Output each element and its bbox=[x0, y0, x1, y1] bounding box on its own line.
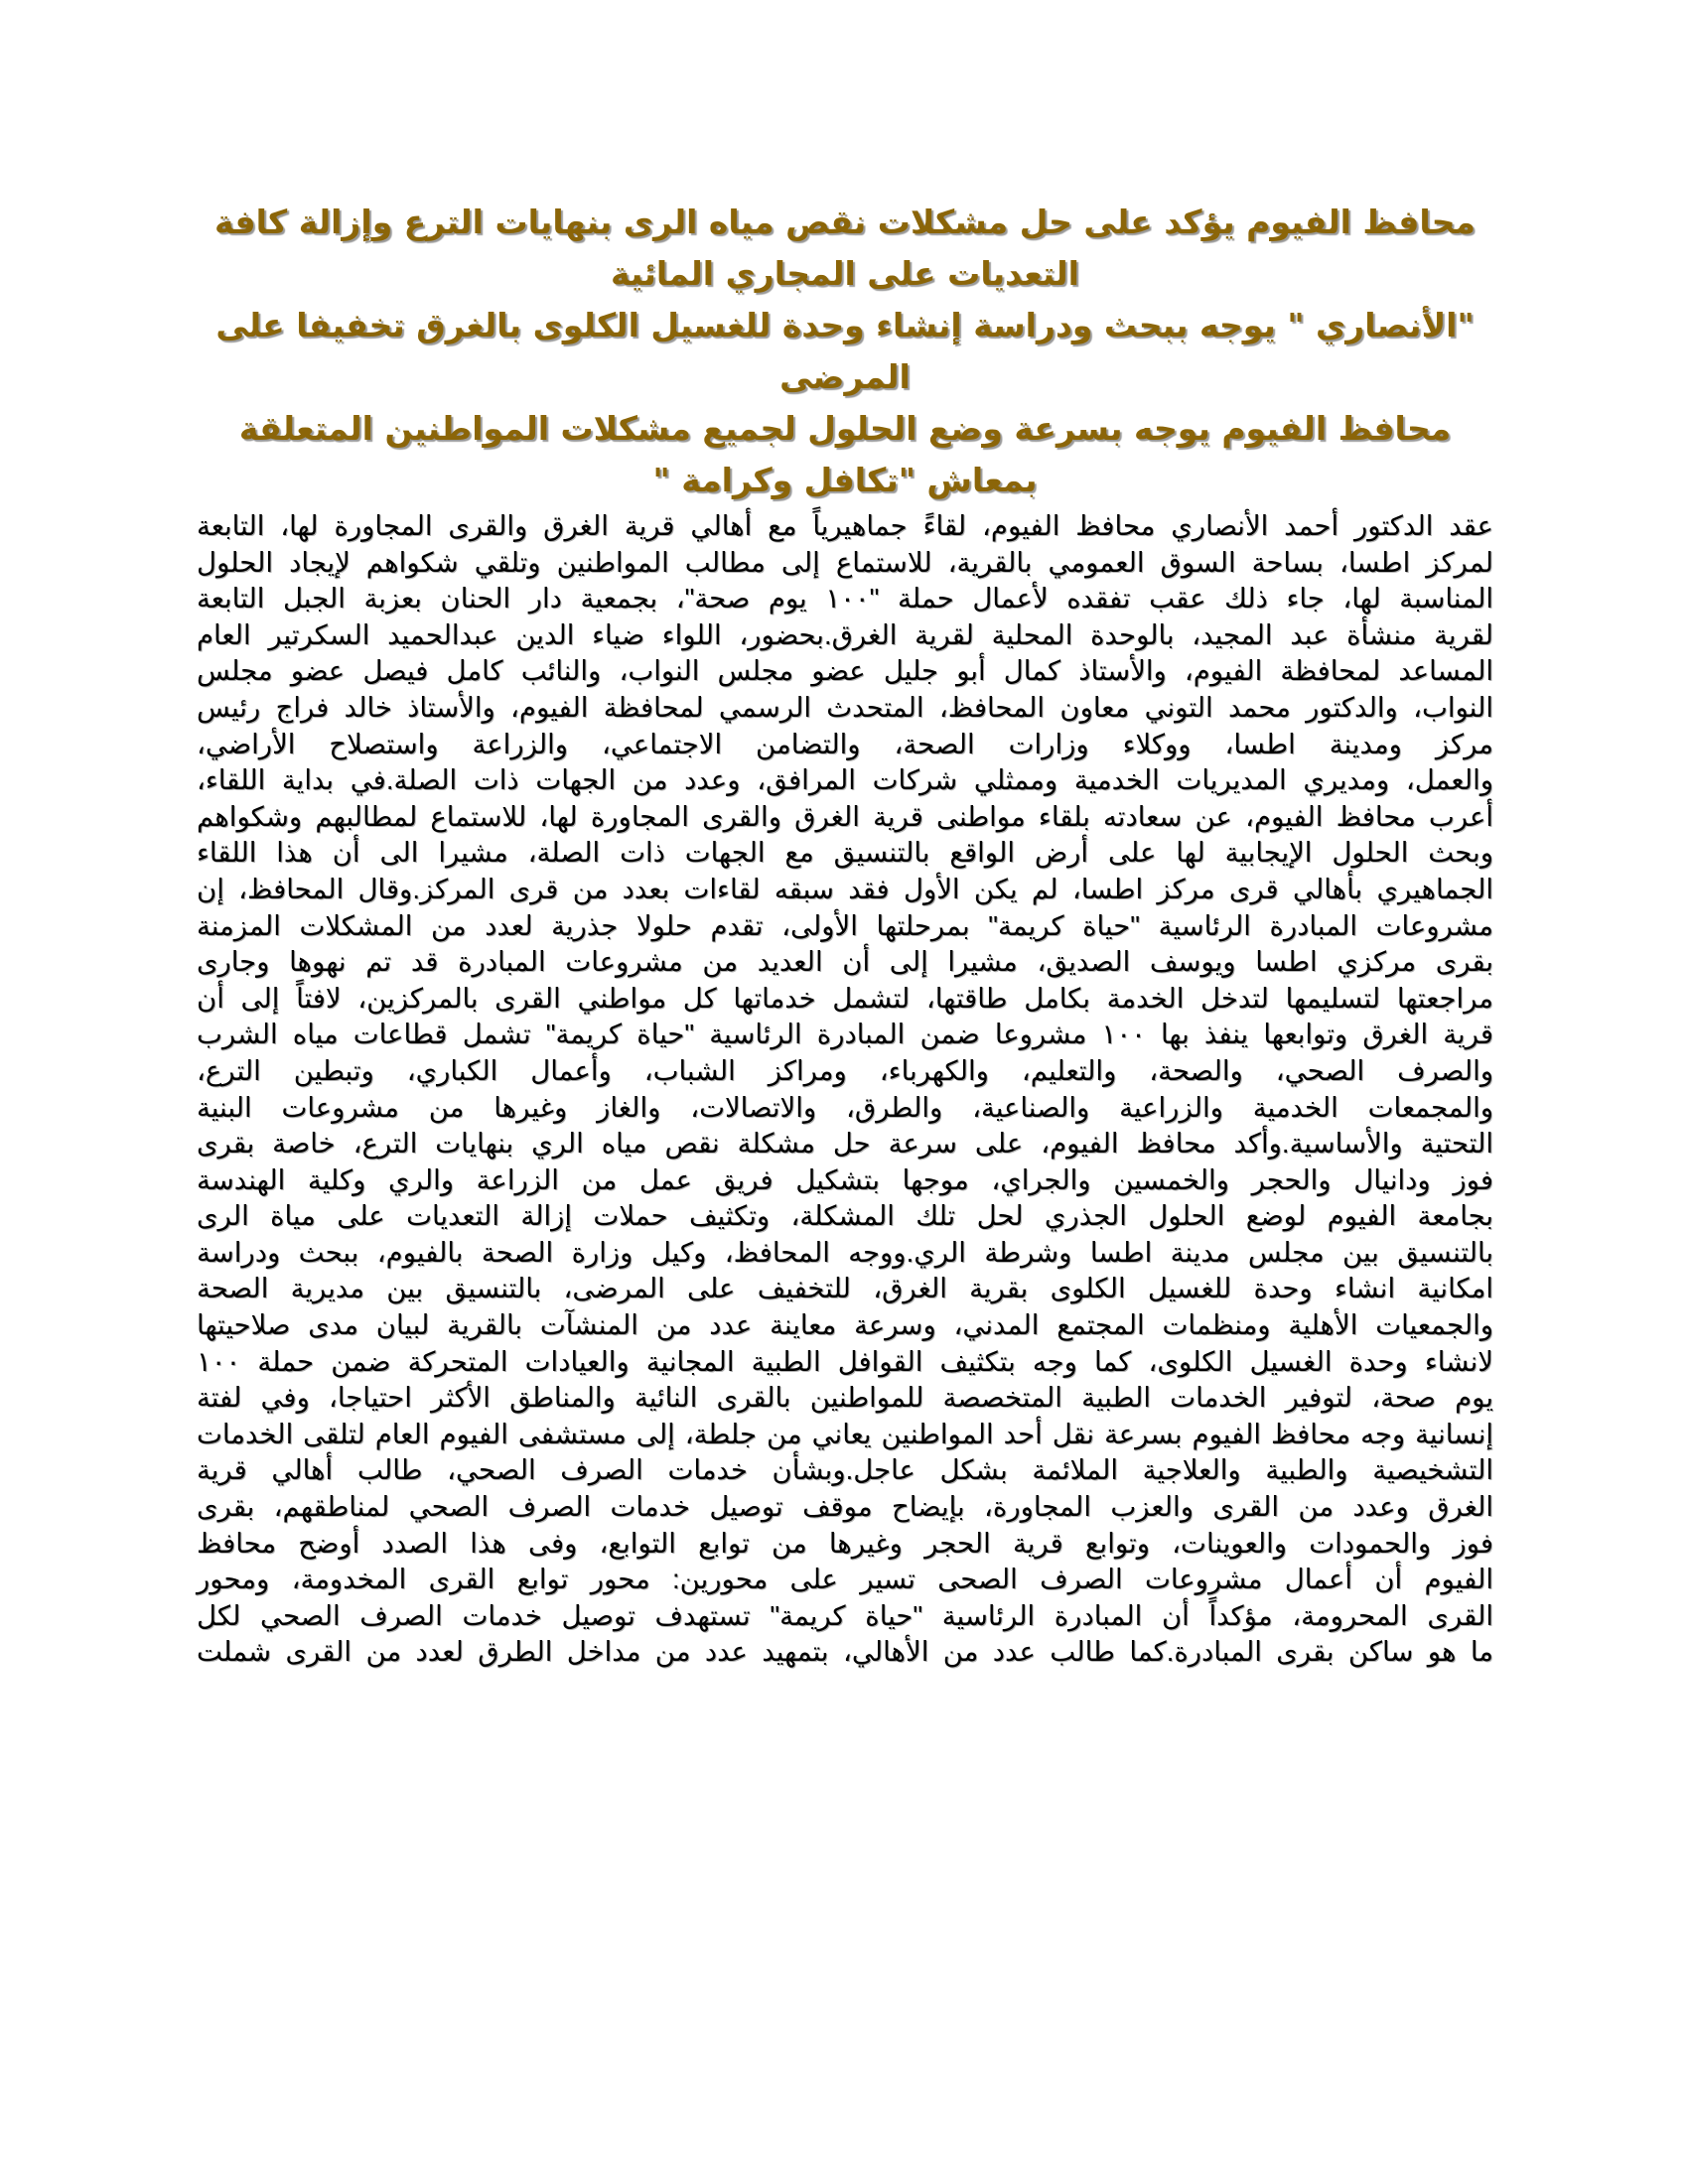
body-line: الجماهيري بأهالي قرى مركز اطسا، لم يكن الأول فقد سبقه لقاءات بعدد من قرى المركز.وقال المحافظ، إن bbox=[197, 873, 1493, 904]
document-page bbox=[197, 197, 1493, 1671]
headline-2: "الأنصاري " يوجه ببحث ودراسة إنشاء وحدة للغسيل الكلوى بالغرق تخفيفا على المرضى bbox=[215, 306, 1475, 396]
body-line: الغرق وعدد من القرى والعزب المجاورة، بإيضاح موقف توصيل خدمات الصرف الصحي لمناطقهم، بقرى bbox=[197, 1491, 1493, 1523]
body-line: النواب، والدكتور محمد التوني معاون المحافظ، المتحدث الرسمي لمحافظة الفيوم، والأستاذ خالد فراج رئيس bbox=[197, 691, 1493, 723]
body-line: عقد الدكتور أحمد الأنصاري محافظ الفيوم، لقاءً جماهيرياً مع أهالي قرية الغرق والقرى المجاورة لها، التابعة bbox=[197, 510, 1493, 541]
body-line: والمجمعات الخدمية والزراعية والصناعية، والطرق، والاتصالات، والغاز وغيرها من مشروعات البنية bbox=[197, 1091, 1493, 1123]
body-line: لانشاء وحدة الغسيل الكلوى، كما وجه بتكثيف القوافل الطبية المجانية والعيادات المتحركة ضمن حملة ١٠٠ bbox=[197, 1345, 1493, 1377]
body-line: بالتنسيق بين مجلس مدينة اطسا وشرطة الري.ووجه المحافظ، وكيل وزارة الصحة بالفيوم، ببحث ودراسة bbox=[197, 1236, 1493, 1268]
body-line: فوز والحمودات والعوينات، وتوابع قرية الحجر وغيرها من توابع التوابع، وفى هذا الصدد أوضح محافظ bbox=[197, 1527, 1493, 1559]
body-line: إنسانية وجه محافظ الفيوم بسرعة نقل أحد المواطنين يعاني من جلطة، إلى مستشفى الفيوم العام لتلقى الخدمات bbox=[197, 1418, 1493, 1449]
body-line: القرى المحرومة، مؤكداً أن المبادرة الرئاسية "حياة كريمة" تستهدف توصيل خدمات الصرف الصحي لكل bbox=[197, 1599, 1493, 1631]
body-line: والعمل، ومديري المديريات الخدمية وممثلي شركات المرافق، وعدد من الجهات ذات الصلة.في بداية اللقاء، bbox=[197, 764, 1493, 796]
body-line: فوز ودانيال والحجر والخمسين والجراي، موجها بتشكيل فريق عمل من الزراعة والري وكلية الهندسة bbox=[197, 1163, 1493, 1195]
headline-3: محافظ الفيوم يوجه بسرعة وضع الحلول لجميع مشكلات المواطنين المتعلقة بمعاش "تكافل وكرامة " bbox=[238, 409, 1452, 499]
body-line: مركز ومدينة اطسا، ووكلاء وزارات الصحة، والتضامن الاجتماعي، والزراعة واستصلاح الأراضي، bbox=[197, 728, 1493, 759]
body-line: والصرف الصحي، والصحة، والتعليم، والكهرباء، ومراكز الشباب، وأعمال الكباري، وتبطين الترع، bbox=[197, 1054, 1493, 1086]
body-line: لقرية منشأة عبد المجيد، بالوحدة المحلية لقرية الغرق.بحضور، اللواء ضياء الدين عبدالحميد السكرتير العام bbox=[197, 618, 1493, 650]
body-line: امكانية انشاء وحدة للغسيل الكلوى بقرية الغرق، للتخفيف على المرضى، بالتنسيق بين مديرية الصحة bbox=[197, 1273, 1493, 1304]
body-line: بقرى مركزي اطسا ويوسف الصديق، مشيرا إلى أن العديد من مشروعات المبادرة قد تم نهوها وجارى bbox=[197, 946, 1493, 978]
body-line: الفيوم أن أعمال مشروعات الصرف الصحى تسير على محورين: محور توابع القرى المخدومة، ومحور bbox=[197, 1564, 1493, 1595]
body-line: قرية الغرق وتوابعها ينفذ بها ١٠٠ مشروعا ضمن المبادرة الرئاسية "حياة كريمة" تشمل قطاعات مياه الشرب bbox=[197, 1019, 1494, 1050]
body-line: وبحث الحلول الإيجابية لها على أرض الواقع بالتنسيق مع الجهات ذات الصلة، مشيرا الى أن هذا اللقاء bbox=[197, 837, 1493, 869]
body-line: لمركز اطسا، بساحة السوق العمومي بالقرية، للاستماع إلى مطالب المواطنين وتلقي شكواهم لإيجاد الحلول bbox=[197, 546, 1493, 578]
body-line: التحتية والأساسية.وأكد محافظ الفيوم، على سرعة حل مشكلة نقص مياه الري بنهايات الترع، خاصة بقرى bbox=[197, 1128, 1493, 1160]
body-line: مراجعتها لتسليمها لتدخل الخدمة بكامل طاقتها، لتشمل خدماتها كل مواطني القرى بالمركزين، لافتاً إلى أن bbox=[197, 982, 1493, 1014]
body-line: يوم صحة، لتوفير الخدمات الطبية المتخصصة للمواطنين بالقرى النائية والمناطق الأكثر احتياجا، وفي لفتة bbox=[197, 1382, 1493, 1414]
body-line: المناسبة لها، جاء ذلك عقب تفقده لأعمال حملة "١٠٠ يوم صحة"، بجمعية دار الحنان بعزبة الجبل التابعة bbox=[197, 583, 1493, 614]
body-line: المساعد لمحافظة الفيوم، والأستاذ كمال أبو جليل عضو مجلس النواب، والنائب كامل فيصل عضو مجلس bbox=[197, 655, 1493, 687]
body-line: بجامعة الفيوم لوضع الحلول الجذري لحل تلك المشكلة، وتكثيف حملات إزالة التعديات على مياة الرى bbox=[197, 1200, 1493, 1232]
body-line: التشخيصية والطبية والعلاجية الملائمة بشكل عاجل.وبشأن خدمات الصرف الصحي، طالب أهالي قرية bbox=[197, 1454, 1493, 1486]
body-line: والجمعيات الأهلية ومنظمات المجتمع المدني، وسرعة معاينة عدد من المنشآت بالقرية لبيان مدى صلاحيتها bbox=[197, 1309, 1493, 1341]
body-line: أعرب محافظ الفيوم، عن سعادته بلقاء مواطنى قرية الغرق والقرى المجاورة لها، للاستماع لمطالبهم وشكواهم bbox=[197, 800, 1493, 832]
body-line: ما هو ساكن بقرى المبادرة.كما طالب عدد من الأهالي، بتمهيد عدد من مداخل الطرق لعدد من القرى شملت bbox=[197, 1636, 1493, 1668]
headline-1: محافظ الفيوم يؤكد على حل مشكلات نقص مياه الرى بنهايات الترع وإزالة كافة التعديات على المجاري المائية bbox=[214, 203, 1476, 293]
article-body bbox=[197, 508, 1493, 1671]
body-line: مشروعات المبادرة الرئاسية "حياة كريمة" بمرحلتها الأولى، تقدم حلولا جذرية لعدد من المشكلات المزمنة bbox=[197, 909, 1493, 941]
